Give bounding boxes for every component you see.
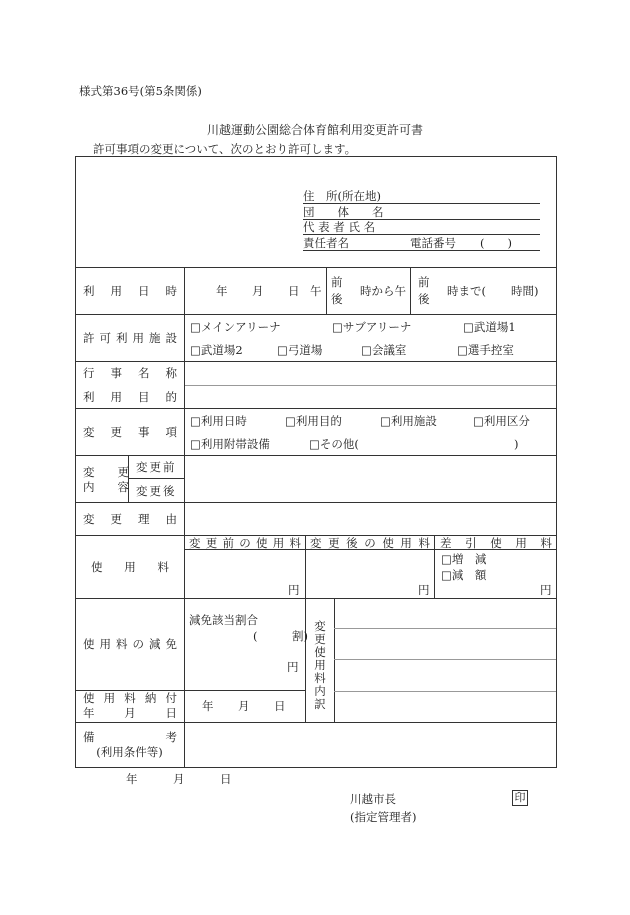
phone-label: 電話番号 xyxy=(410,236,456,250)
person-in-charge-label: 責任者名 xyxy=(303,236,349,250)
change-content-label-bottom: 内 容 xyxy=(83,480,129,494)
archery-hall-checkbox[interactable]: □弓道場 xyxy=(277,343,323,357)
facility-label: 許 可 利 用 施 設 xyxy=(83,331,177,345)
year-text: 年 xyxy=(216,284,228,298)
intro-text: 許可事項の変更について、次のとおり許可します。 xyxy=(93,142,357,156)
seal-stamp: 印 xyxy=(512,790,528,806)
fee-before-header: 変 更 前 の 使 用 料 xyxy=(189,536,301,550)
phone-paren: ( ) xyxy=(480,236,512,250)
change-reason-label: 変 更 理 由 xyxy=(83,512,177,526)
reduction-rate-label: 減免該当割合 xyxy=(189,613,258,627)
change-facility-checkbox[interactable]: □利用施設 xyxy=(380,414,437,428)
meeting-room-checkbox[interactable]: □会議室 xyxy=(361,343,407,357)
usage-datetime-label: 利 用 日 時 xyxy=(83,284,177,298)
change-before-label: 変更前 xyxy=(136,460,177,474)
event-name-label: 行 事 名 称 xyxy=(83,366,177,380)
designated-manager: (指定管理者) xyxy=(350,810,417,824)
fee-label: 使 用 料 xyxy=(91,560,169,574)
pm-option-2: 後 xyxy=(418,292,430,306)
org-name-label: 団 体 名 xyxy=(303,205,384,219)
reduction-yen: 円 xyxy=(287,660,299,674)
change-other-checkbox[interactable]: □その他( xyxy=(309,437,359,451)
fee-decrease-checkbox[interactable]: □減 額 xyxy=(441,568,487,582)
footer-month: 月 xyxy=(173,772,185,786)
main-arena-checkbox[interactable]: □メインアリーナ xyxy=(190,320,281,334)
form-number: 様式第36号(第5条関係) xyxy=(79,84,202,98)
payment-day: 日 xyxy=(274,699,286,713)
change-content-label-top: 変 更 xyxy=(83,465,129,479)
payment-date-label-top: 使 用 料 納 付 xyxy=(83,691,177,705)
form-title: 川越運動公園総合体育館利用変更許可書 xyxy=(206,123,423,137)
day-text: 日 xyxy=(288,284,300,298)
change-category-checkbox[interactable]: □利用区分 xyxy=(473,414,530,428)
until-text: 時まで( xyxy=(447,284,486,298)
payment-year: 年 xyxy=(202,699,214,713)
fee-increase-checkbox[interactable]: □増 減 xyxy=(441,552,487,566)
fee-after-yen: 円 xyxy=(418,583,430,597)
fee-diff-header: 差 引 使 用 料 xyxy=(440,536,552,550)
payment-date-label-bottom: 年 月 日 xyxy=(83,706,177,720)
payment-month: 月 xyxy=(238,699,250,713)
hours-text: 時間) xyxy=(511,284,539,298)
change-items-label: 変 更 事 項 xyxy=(83,425,177,439)
fee-diff-yen: 円 xyxy=(540,583,552,597)
change-after-label: 変更後 xyxy=(136,484,177,498)
change-purpose-checkbox[interactable]: □利用目的 xyxy=(285,414,342,428)
footer-year: 年 xyxy=(126,772,138,786)
footer-day: 日 xyxy=(220,772,232,786)
representative-label: 代 表 者 氏 名 xyxy=(303,220,376,234)
dojo2-checkbox[interactable]: □武道場2 xyxy=(190,343,243,357)
fee-breakdown-label: 変 更 使 用 料 内 訳 xyxy=(314,619,326,711)
reduction-rate-paren: ( 割) xyxy=(253,629,308,643)
fee-after-header: 変 更 後 の 使 用 料 xyxy=(310,536,430,550)
remarks-sub-label: (利用条件等) xyxy=(96,745,163,759)
remarks-label: 備 考 xyxy=(83,730,177,744)
fee-reduction-label: 使 用 料 の 減 免 xyxy=(83,637,177,651)
players-room-checkbox[interactable]: □選手控室 xyxy=(457,343,514,357)
month-text: 月 xyxy=(252,284,264,298)
fee-before-yen: 円 xyxy=(288,583,300,597)
am-option-1: 前 xyxy=(331,275,343,289)
mayor-title: 川越市長 xyxy=(350,792,396,806)
pm-option-1: 後 xyxy=(331,292,343,306)
am-pm-prefix-1: 午 xyxy=(310,284,322,298)
change-equipment-checkbox[interactable]: □利用附帯設備 xyxy=(190,437,270,451)
sub-arena-checkbox[interactable]: □サブアリーナ xyxy=(332,320,412,334)
purpose-label: 利 用 目 的 xyxy=(83,390,177,404)
change-datetime-checkbox[interactable]: □利用日時 xyxy=(190,414,247,428)
address-label: 住 所(所在地) xyxy=(303,189,381,203)
from-text: 時から午 xyxy=(360,284,406,298)
other-close-paren: ) xyxy=(514,437,519,451)
dojo1-checkbox[interactable]: □武道場1 xyxy=(463,320,516,334)
am-option-2: 前 xyxy=(418,275,430,289)
